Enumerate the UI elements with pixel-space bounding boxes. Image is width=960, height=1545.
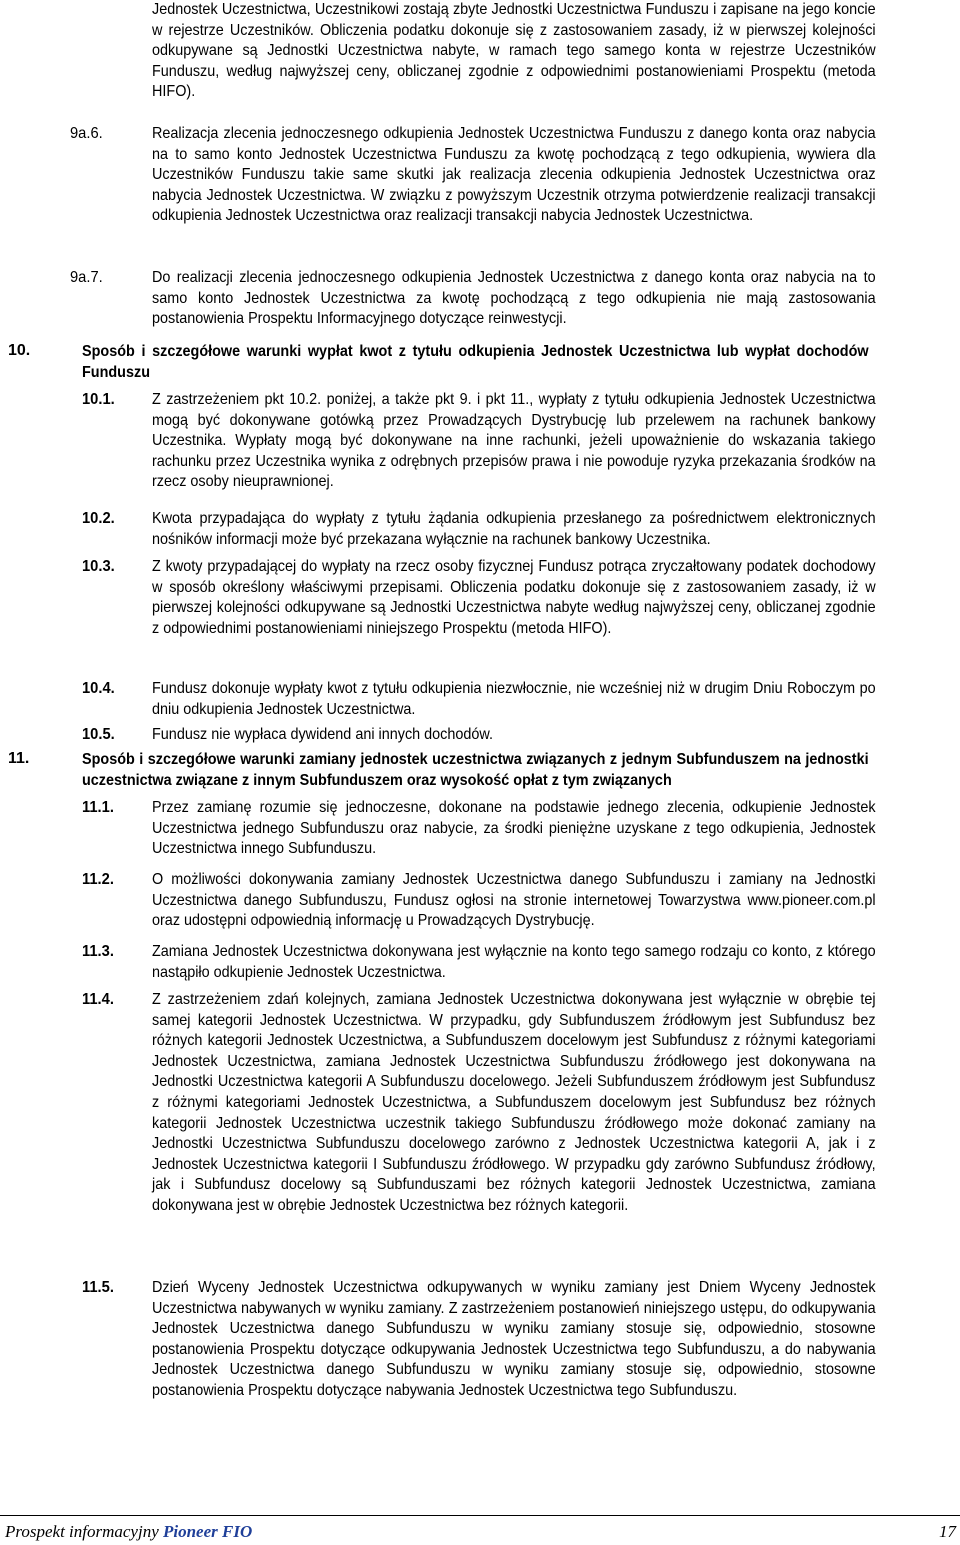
footer-brand: Pioneer FIO — [163, 1522, 253, 1541]
item-number-10-5: 10.5. — [82, 726, 115, 743]
item-number-10-2: 10.2. — [82, 510, 115, 527]
footer-title — [5, 1522, 252, 1542]
item-text-11-4: Z zastrzeżeniem zdań kolejnych, zamiana Jednostek Uczestnictwa dokonywana jest wyłącznie w obrębie tej samej kategorii Jednostek Uczestnictwa. W przypadku, gdy Subfunduszem źródłowym jest Subfundusz bez różnych kategorii Jednostek Uczestnictwa, a Subfunduszem docelowym jest Subfundusz z różnymi kategoriami Jednostek Uczestnictwa, zamiana Jednostek Uczestnictwa Subfunduszu źródłowego jest dokonywana na Jednostki Uczestnictwa kategorii A Subfunduszu docelowego. Jeżeli Subfunduszem źródłowym jest Subfundusz z różnymi kategoriami Jednostek Uczestnictwa, a Subfunduszem docelowym jest Subfundusz bez różnych kategorii Jednostek Uczestnictwa uczestnik takiego Subfunduszu źródłowego może dokonać zamiany na Jednostki Uczestnictwa Subfunduszu docelowego zarówno z Jednostek Uczestnictwa kategorii A, jak i z Jednostek Uczestnictwa kategorii I Subfunduszu źródłowego. W przypadku gdy zarówno Subfundusz źródłowy, jak i Subfundusz docelowy są Subfunduszami bez różnych kategorii Jednostek Uczestnictwa, zamiana dokonywana jest w obrębie Jednostek Uczestnictwa bez różnych kategorii. — [152, 991, 876, 1214]
footer-title-prefix: Prospekt informacyjny — [5, 1522, 163, 1541]
item-number-11-5: 11.5. — [82, 1279, 114, 1296]
item-number-11-3: 11.3. — [82, 943, 114, 960]
item-number-11-1: 11.1. — [82, 799, 114, 816]
item-text-11-3: Zamiana Jednostek Uczestnictwa dokonywana jest wyłącznie na konto tego samego rodzaju co konto, z którego nastąpiło odkupienie Jednostek Uczestnictwa. — [152, 943, 876, 981]
section-title-10: Sposób i szczegółowe warunki wypłat kwot z tytułu odkupienia Jednostek Uczestnictwa lub wypłat dochodów Funduszu — [82, 343, 869, 381]
item-number-9a-6: 9a.6. — [70, 125, 103, 142]
item-number-9a-7: 9a.7. — [70, 269, 103, 286]
item-text-9a-6: Realizacja zlecenia jednoczesnego odkupienia Jednostek Uczestnictwa Funduszu z danego konta oraz nabycia na to samo konto Jednostek Uczestnictwa Funduszu za kwotę pochodzącą z tego odkupienia, wywiera dla Uczestników Funduszu takie same skutki jak realizacja zlecenia odkupienia Jednostek Uczestnictwa oraz nabycia Jednostek Uczestnictwa. W związku z powyższym Uczestnik otrzyma potwierdzenie realizacji transakcji odkupienia Jednostek Uczestnictwa oraz realizacji transakcji nabycia Jednostek Uczestnictwa. — [152, 125, 876, 225]
section-number-10: 10. — [8, 342, 31, 359]
item-text-9a-7: Do realizacji zlecenia jednoczesnego odkupienia Jednostek Uczestnictwa z danego konta oraz nabycia na to samo konto Jednostek Uczestnictwa za kwotę pochodzącą z tego odkupienia nie mają zastosowania postanowienia Prospektu Informacyjnego dotyczące reinwestycji. — [152, 269, 876, 328]
item-text-10-5: Fundusz nie wypłaca dywidend ani innych dochodów. — [152, 726, 494, 743]
item-number-11-4: 11.4. — [82, 991, 114, 1008]
page-number: 17 — [939, 1522, 956, 1541]
intro-paragraph: Jednostek Uczestnictwa, Uczestnikowi zostają zbyte Jednostki Uczestnictwa Funduszu i zapisane na jego koncie w rejestrze Uczestników. Obliczenia podatku dokonuje się z zastosowaniem zasady, iż w pierwszej kolejności odkupywane są Jednostki Uczestnictwa nabyte, w ramach tego samego konta w rejestrze Uczestników Funduszu, według najwyższej ceny, obliczanej zgodnie z odpowiednimi postanowieniami Prospektu (metoda HIFO). — [152, 1, 876, 101]
section-number-11: 11. — [8, 750, 30, 767]
item-number-10-3: 10.3. — [82, 558, 115, 575]
item-number-10-1: 10.1. — [82, 391, 115, 408]
item-text-10-2: Kwota przypadająca do wypłaty z tytułu żądania odkupienia przesłanego za pośrednictwem elektronicznych nośników informacji może być przekazana wyłącznie na rachunek bankowy Uczestnika. — [152, 510, 876, 548]
item-number-10-4: 10.4. — [82, 680, 115, 697]
item-text-10-3: Z kwoty przypadającej do wypłaty na rzecz osoby fizycznej Fundusz potrąca zryczałtowany podatek dochodowy w sposób określony właściwymi przepisami. Obliczenia podatku dokonuje się z zastosowaniem zasady, iż w pierwszej kolejności odkupywane są Jednostki Uczestnictwa nabyte według najwyższej ceny, obliczanej zgodnie z odpowiednimi postanowieniami niniejszego Prospektu (metoda HIFO). — [152, 558, 876, 637]
item-text-10-1: Z zastrzeżeniem pkt 10.2. poniżej, a także pkt 9. i pkt 11., wypłaty z tytułu odkupienia Jednostek Uczestnictwa mogą być dokonywane gotówką przez Prowadzących Dystrybucję lub przelewem na rachunek bankowy Uczestnika. Wypłaty mogą być dokonywane na inne rachunki, jeżeli upoważnienie do wskazania takiego rachunku przez Uczestnika wynika z odrębnych przepisów prawa i nie powoduje ryzyka przekazania środków na rzecz osoby nieuprawnionej. — [152, 391, 876, 491]
item-text-10-4: Fundusz dokonuje wypłaty kwot z tytułu odkupienia niezwłocznie, nie wcześniej niż w drugim Dniu Roboczym po dniu odkupienia Jednostek Uczestnictwa. — [152, 680, 876, 718]
section-title-11: Sposób i szczegółowe warunki zamiany jednostek uczestnictwa związanych z jednym Subfunduszem na jednostki uczestnictwa związane z innym Subfunduszem oraz wysokość opłat z tym związanych — [82, 751, 869, 789]
footer-divider — [0, 1515, 960, 1516]
item-text-11-1: Przez zamianę rozumie się jednoczesne, dokonane na podstawie jednego zlecenia, odkupienie Jednostek Uczestnictwa jednego Subfunduszu oraz nabycie, za środki pieniężne uzyskane z tego odkupienia, Jednostek Uczestnictwa innego Subfunduszu. — [152, 799, 876, 858]
item-text-11-2: O możliwości dokonywania zamiany Jednostek Uczestnictwa danego Subfunduszu i zamiany na Jednostki Uczestnictwa danego Subfunduszu, Fundusz ogłosi na stronie internetowej Towarzystwa www.pioneer.com.pl oraz udostępni odpowiednią informację u Prowadzących Dystrybucję. — [152, 871, 876, 930]
item-text-11-5: Dzień Wyceny Jednostek Uczestnictwa odkupywanych w wyniku zamiany jest Dniem Wyceny Jednostek Uczestnictwa nabywanych w wyniku zamiany. Z zastrzeżeniem postanowień niniejszego ustępu, do odkupywania Jednostek Uczestnictwa danego Subfunduszu w wyniku zamiany stosuje się, odpowiednio, stosowne postanowienia Prospektu dotyczące odkupywania Jednostek Uczestnictwa tego Subfunduszu, a do nabywania Jednostek Uczestnictwa danego Subfunduszu w wyniku zamiany stosuje się, odpowiednio, stosowne postanowienia Prospektu dotyczące nabywania Jednostek Uczestnictwa tego Subfunduszu. — [152, 1279, 876, 1399]
item-number-11-2: 11.2. — [82, 871, 114, 888]
